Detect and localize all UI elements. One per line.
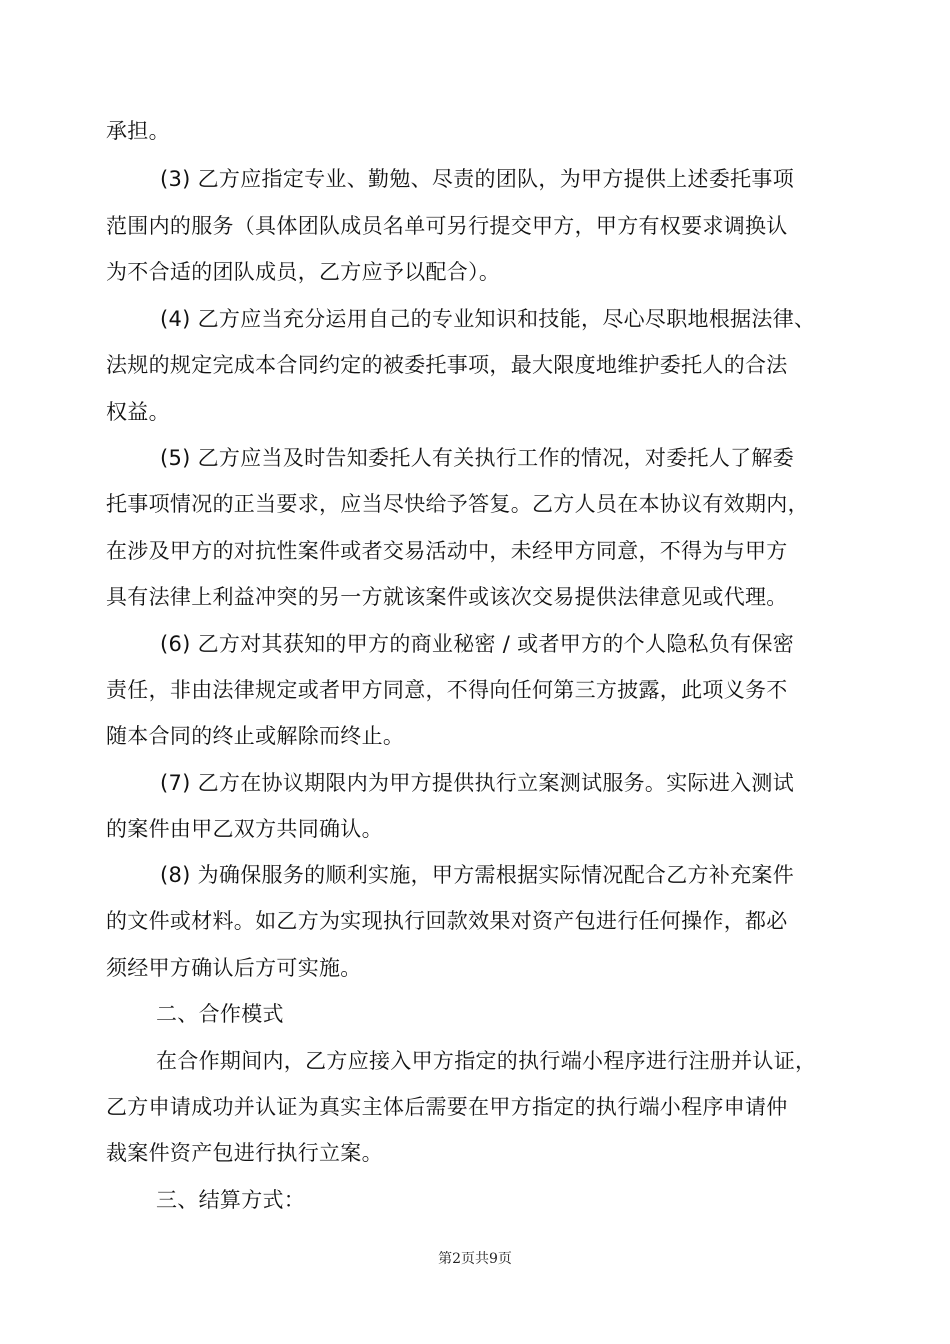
text-line: (5) 乙方应当及时告知委托人有关执行工作的情况，对委托人了解委 xyxy=(160,446,795,470)
text-line: 权益。 xyxy=(106,400,170,424)
text-line: 随本合同的终止或解除而终止。 xyxy=(106,724,405,748)
text-line: 乙方申请成功并认证为真实主体后需要在甲方指定的执行端小程序申请仲 xyxy=(106,1095,788,1119)
text-line: (6) 乙方对其获知的甲方的商业秘密 / 或者甲方的个人隐私负有保密 xyxy=(160,632,795,656)
text-line: (3) 乙方应指定专业、勤勉、尽责的团队，为甲方提供上述委托事项 xyxy=(160,167,795,191)
text-line: 裁案件资产包进行执行立案。 xyxy=(106,1141,383,1165)
section-heading: 二、合作模式 xyxy=(156,1002,284,1026)
text-line: 的案件由甲乙双方共同确认。 xyxy=(106,817,383,841)
text-line: 为不合适的团队成员，乙方应予以配合）。 xyxy=(106,260,501,284)
text-line: 范围内的服务（具体团队成员名单可另行提交甲方，甲方有权要求调换认 xyxy=(106,214,788,238)
text-line: 法规的规定完成本合同约定的被委托事项，最大限度地维护委托人的合法 xyxy=(106,353,788,377)
text-line: 的文件或材料。如乙方为实现执行回款效果对资产包进行任何操作，都必 xyxy=(106,909,788,933)
text-line: (4) 乙方应当充分运用自己的专业知识和技能，尽心尽职地根据法律、 xyxy=(160,307,816,331)
page-number: 第2页共9页 xyxy=(438,1251,512,1267)
text-line: 在涉及甲方的对抗性案件或者交易活动中，未经甲方同意，不得为与甲方 xyxy=(106,539,788,563)
section-heading: 三、结算方式： xyxy=(156,1188,306,1212)
text-line: 在合作期间内，乙方应接入甲方指定的执行端小程序进行注册并认证， xyxy=(156,1049,817,1073)
text-line: (7) 乙方在协议期限内为甲方提供执行立案测试服务。实际进入测试 xyxy=(160,771,795,795)
text-line: 具有法律上利益冲突的另一方就该案件或该次交易提供法律意见或代理。 xyxy=(106,585,788,609)
text-line: 承担。 xyxy=(106,119,170,143)
text-line: (8) 为确保服务的顺利实施，甲方需根据实际情况配合乙方补充案件 xyxy=(160,863,795,887)
text-line: 托事项情况的正当要求，应当尽快给予答复。乙方人员在本协议有效期内， xyxy=(106,492,809,516)
text-line: 责任，非由法律规定或者甲方同意，不得向任何第三方披露，此项义务不 xyxy=(106,678,788,702)
text-line: 须经甲方确认后方可实施。 xyxy=(106,956,362,980)
